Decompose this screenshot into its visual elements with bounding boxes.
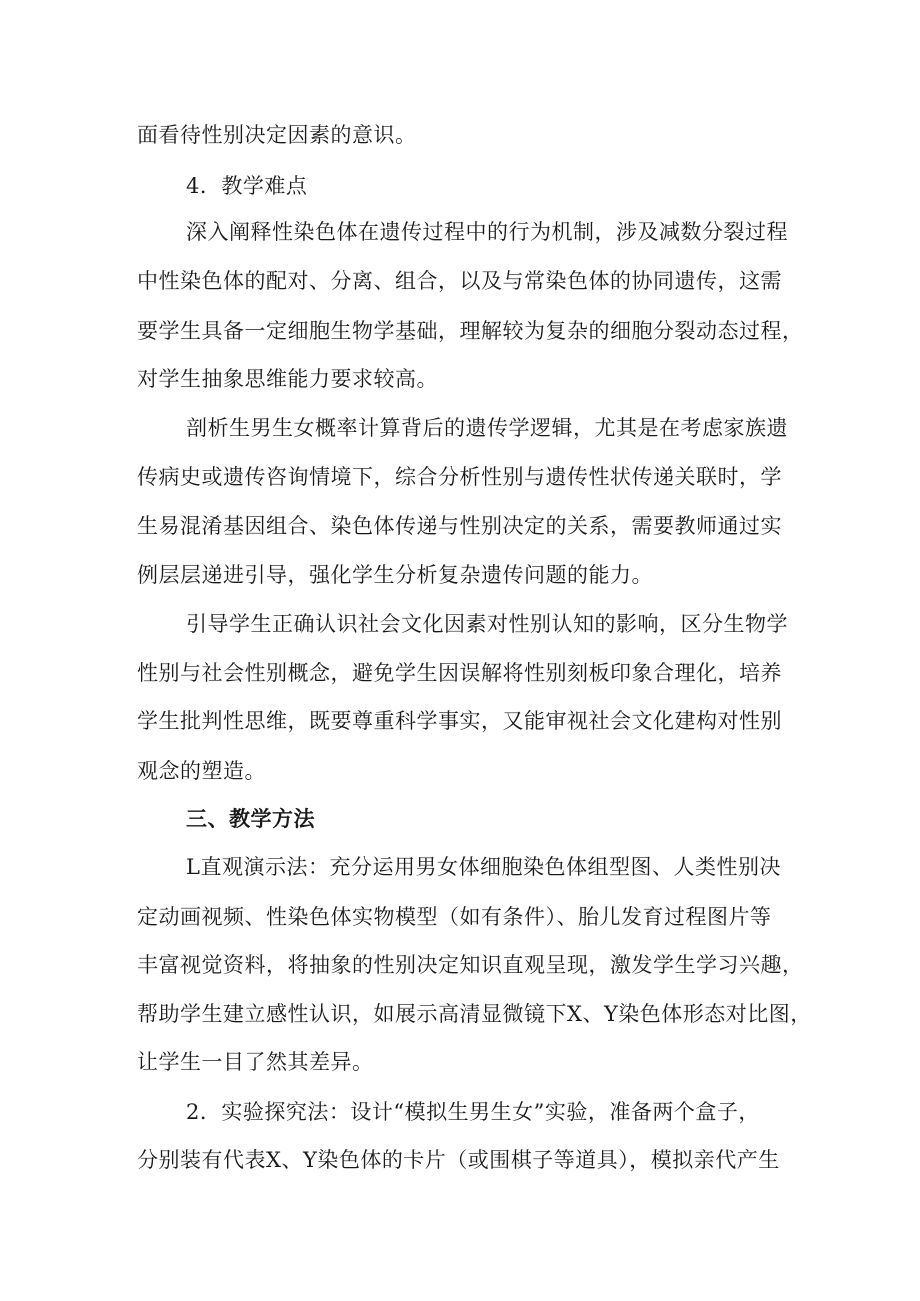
paragraph-line: 定动画视频、性染色体实物模型（如有条件）、胎儿发育过程图片等 bbox=[137, 905, 772, 929]
paragraph-line: L直观演示法：充分运用男女体细胞染色体组型图、人类性别决 bbox=[186, 855, 781, 879]
paragraph-line: 深入阐释性染色体在遗传过程中的行为机制，涉及减数分裂过程 bbox=[186, 220, 788, 244]
paragraph-line: 性别与社会性别概念，避免学生因误解将性别刻板印象合理化，培养 bbox=[137, 661, 782, 685]
paragraph-line: 帮助学生建立感性认识，如展示高清显微镜下X、Y染色体形态对比图， bbox=[137, 1002, 812, 1026]
paragraph-line: 中性染色体的配对、分离、组合，以及与常染色体的协同遗传，这需 bbox=[137, 269, 782, 293]
paragraph-line: 2．实验探究法：设计“模拟生男生女”实验，准备两个盒子， bbox=[186, 1100, 760, 1124]
paragraph-line: 观念的塑造。 bbox=[137, 759, 266, 783]
paragraph-line: 学生批判性思维，既要尊重科学事实，又能审视社会文化建构对性别 bbox=[137, 709, 782, 733]
paragraph-line: 生易混淆基因组合、染色体传递与性别决定的关系，需要教师通过实 bbox=[137, 514, 782, 538]
paragraph-line: 对学生抽象思维能力要求较高。 bbox=[137, 367, 438, 391]
paragraph-line: 剖析生男生女概率计算背后的遗传学逻辑，尤其是在考虑家族遗 bbox=[186, 416, 788, 440]
section-heading: 4．教学难点 bbox=[186, 174, 308, 198]
paragraph-line: 传病史或遗传咨询情境下，综合分析性别与遗传性状传递关联时，学 bbox=[137, 465, 782, 489]
paragraph-line: 面看待性别决定因素的意识。 bbox=[137, 123, 417, 147]
paragraph-line: 让学生一目了然其差异。 bbox=[137, 1050, 374, 1074]
paragraph-line: 例层层递进引导，强化学生分析复杂遗传问题的能力。 bbox=[137, 563, 653, 587]
section-heading: 三、教学方法 bbox=[186, 806, 315, 831]
paragraph-line: 要学生具备一定细胞生物学基础，理解较为复杂的细胞分裂动态过程， bbox=[137, 319, 804, 343]
paragraph-line: 分别装有代表X、Y染色体的卡片（或围棋子等道具），模拟亲代产生 bbox=[137, 1148, 780, 1172]
paragraph-line: 丰富视觉资料，将抽象的性别决定知识直观呈现，激发学生学习兴趣， bbox=[137, 953, 804, 977]
paragraph-line: 引导学生正确认识社会文化因素对性别认知的影响，区分生物学 bbox=[186, 612, 788, 636]
